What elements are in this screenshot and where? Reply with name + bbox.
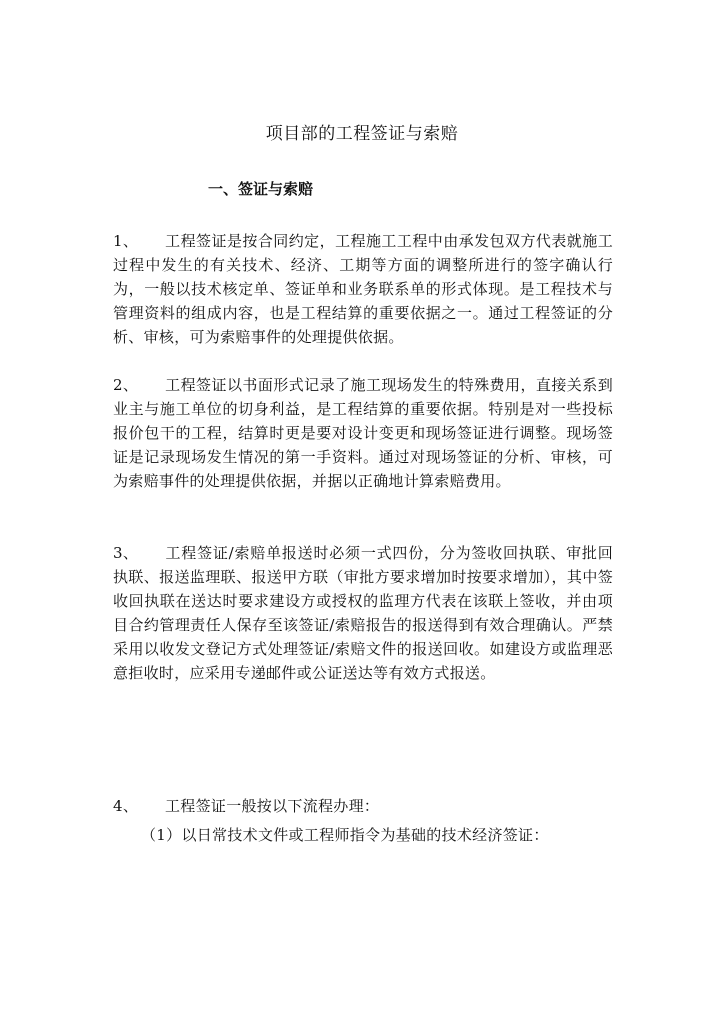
- page-title: 项目部的工程签证与索赔: [265, 124, 459, 144]
- paragraph-1: [113, 229, 613, 349]
- section-heading: 一、签证与索赔: [208, 180, 314, 198]
- paragraph-4: [113, 794, 379, 818]
- paragraph-3: [113, 541, 613, 685]
- paragraph-number: 3、: [113, 544, 139, 562]
- sub-item-1: （1）以日常技术文件或工程师指令为基础的技术经济签证：: [141, 826, 549, 844]
- paragraph-text: 工程签证以书面形式记录了施工现场发生的特殊费用，直接关系到业主与施工单位的切身利益，是工程结算的重要依据。特别是对一些投标报价包干的工程，结算时更是要对设计变更和现场签证进行调整。现场签证是记录现场发生情况的第一手资料。通过对现场签证的分析、审核，可为索赔事件的处理提供依据，并据以正确地计算索赔费用。: [113, 376, 613, 490]
- paragraph-number: 1、: [113, 232, 139, 250]
- paragraph-number: 2、: [113, 376, 139, 394]
- paragraph-number: 4、: [113, 797, 139, 815]
- paragraph-text: 工程签证是按合同约定，工程施工工程中由承发包双方代表就施工过程中发生的有关技术、经济、工期等方面的调整所进行的签字确认行为，一般以技术核定单、签证单和业务联系单的形式体现。是工程技术与管理资料的组成内容，也是工程结算的重要依据之一。通过工程签证的分析、审核，可为索赔事件的处理提供依据。: [113, 232, 613, 346]
- paragraph-text: 工程签证一般按以下流程办理：: [165, 797, 380, 815]
- paragraph-2: [113, 373, 613, 493]
- paragraph-text: 工程签证/索赔单报送时必须一式四份，分为签收回执联、审批回执联、报送监理联、报送甲方联（审批方要求增加时按要求增加），其中签收回执联在送达时要求建设方或授权的监理方代表在该联上签收，并由项目合约管理责任人保存至该签证/索赔报告的报送得到有效合理确认。严禁采用以收发文登记方式处理签证/索赔文件的报送回收。如建设方或监理恶意拒收时，应采用专递邮件或公证送达等有效方式报送。: [113, 544, 613, 682]
